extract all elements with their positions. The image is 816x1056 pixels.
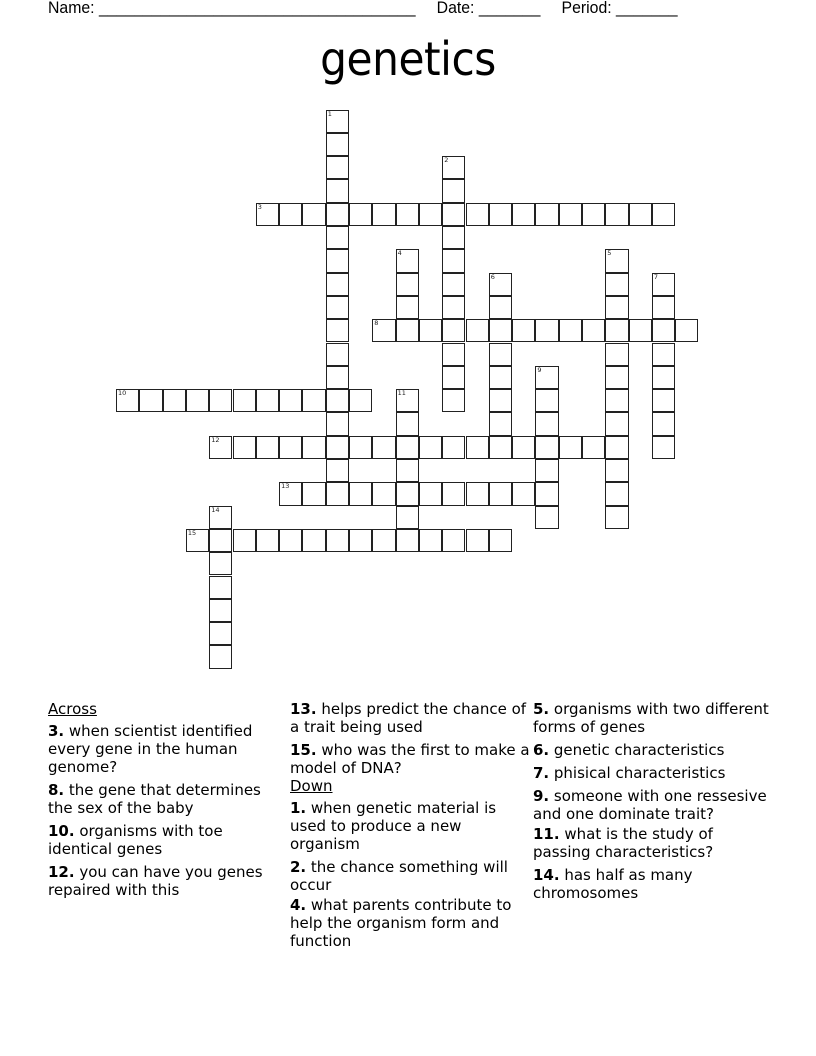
clue-text: has half as many chromosomes <box>533 866 693 902</box>
grid-cell[interactable] <box>326 459 349 482</box>
grid-cell[interactable] <box>652 343 675 366</box>
grid-cell[interactable] <box>489 436 512 459</box>
clue-number: 10. <box>48 822 75 840</box>
clue-text: when genetic material is used to produce a new organism <box>290 799 497 853</box>
clue-down-7 <box>533 764 773 782</box>
grid-cell[interactable] <box>419 529 442 552</box>
cell-number: 15 <box>187 528 197 537</box>
grid-cell[interactable] <box>326 529 349 552</box>
grid-cell[interactable] <box>396 273 419 296</box>
grid-cell[interactable] <box>209 389 232 412</box>
grid-cell[interactable] <box>652 273 675 296</box>
clue-down-4 <box>290 896 530 950</box>
grid-cell[interactable] <box>396 319 419 342</box>
grid-cell[interactable] <box>419 319 442 342</box>
grid-cell[interactable] <box>396 436 419 459</box>
grid-cell[interactable] <box>326 412 349 435</box>
grid-cell[interactable] <box>209 576 232 599</box>
grid-cell[interactable] <box>396 482 419 505</box>
grid-cell[interactable] <box>372 436 395 459</box>
clue-number: 3. <box>48 722 65 740</box>
grid-cell[interactable] <box>349 436 372 459</box>
grid-cell[interactable] <box>582 319 605 342</box>
clue-text: the gene that determines the sex of the baby <box>48 781 261 817</box>
cell-number: 5 <box>607 249 612 258</box>
clue-number: 11. <box>533 825 560 843</box>
grid-cell[interactable] <box>442 366 465 389</box>
across-heading: Across <box>48 700 97 718</box>
grid-cell[interactable] <box>163 389 186 412</box>
grid-cell[interactable] <box>605 249 628 272</box>
worksheet-header <box>48 0 681 18</box>
grid-cell[interactable] <box>652 296 675 319</box>
clue-text: when scientist identified every gene in the human genome? <box>48 722 253 776</box>
grid-cell[interactable] <box>209 622 232 645</box>
grid-cell[interactable] <box>535 319 558 342</box>
clue-text: what parents contribute to help the organism form and function <box>290 896 512 950</box>
grid-cell[interactable] <box>326 482 349 505</box>
grid-cell[interactable] <box>535 482 558 505</box>
grid-cell[interactable] <box>652 203 675 226</box>
clue-down-14 <box>533 866 773 902</box>
grid-cell[interactable] <box>139 389 162 412</box>
cell-number: 14 <box>211 505 220 514</box>
grid-cell[interactable] <box>442 203 465 226</box>
grid-cell[interactable] <box>279 203 302 226</box>
grid-cell[interactable] <box>256 436 279 459</box>
grid-cell[interactable] <box>629 319 652 342</box>
grid-cell[interactable] <box>209 552 232 575</box>
grid-cell[interactable] <box>233 436 256 459</box>
clue-across-10 <box>48 822 284 858</box>
grid-cell[interactable] <box>652 319 675 342</box>
grid-cell[interactable] <box>396 249 419 272</box>
cell-number: 1 <box>327 109 332 118</box>
grid-cell[interactable] <box>302 529 325 552</box>
clue-down-5 <box>533 700 773 736</box>
cell-number: 6 <box>490 272 495 281</box>
clue-text: who was the first to make a model of DNA? <box>290 741 530 777</box>
cell-number: 4 <box>397 249 402 258</box>
grid-cell[interactable] <box>396 459 419 482</box>
grid-cell[interactable] <box>442 156 465 179</box>
cell-number: 13 <box>281 482 290 491</box>
grid-cell[interactable] <box>372 529 395 552</box>
grid-cell[interactable] <box>652 436 675 459</box>
grid-cell[interactable] <box>256 389 279 412</box>
grid-cell[interactable] <box>512 203 535 226</box>
grid-cell[interactable] <box>605 506 628 529</box>
clues-column-1 <box>48 700 284 904</box>
grid-cell[interactable] <box>349 482 372 505</box>
grid-cell[interactable] <box>605 296 628 319</box>
clues-column-3 <box>533 700 773 907</box>
grid-cell[interactable] <box>652 366 675 389</box>
clue-down-1 <box>290 799 530 853</box>
grid-cell[interactable] <box>535 436 558 459</box>
grid-cell[interactable] <box>372 482 395 505</box>
grid-cell[interactable] <box>396 296 419 319</box>
grid-cell[interactable] <box>489 412 512 435</box>
grid-cell[interactable] <box>419 482 442 505</box>
grid-cell[interactable] <box>396 506 419 529</box>
clue-text: phisical characteristics <box>549 764 726 782</box>
cell-number: 11 <box>397 389 406 398</box>
grid-cell[interactable] <box>605 273 628 296</box>
clues-column-2 <box>290 700 530 955</box>
grid-cell[interactable] <box>489 482 512 505</box>
grid-cell[interactable] <box>419 203 442 226</box>
clue-across-13 <box>290 700 530 736</box>
clue-across-8 <box>48 781 284 817</box>
cell-number: 2 <box>444 156 449 165</box>
grid-cell[interactable] <box>512 436 535 459</box>
grid-cell[interactable] <box>233 529 256 552</box>
clue-across-15 <box>290 741 530 777</box>
grid-cell[interactable] <box>349 389 372 412</box>
grid-cell[interactable] <box>186 529 209 552</box>
grid-cell[interactable] <box>326 156 349 179</box>
cell-number: 12 <box>211 435 220 444</box>
grid-cell[interactable] <box>279 482 302 505</box>
grid-cell[interactable] <box>302 482 325 505</box>
grid-cell[interactable] <box>535 412 558 435</box>
grid-cell[interactable] <box>489 319 512 342</box>
clue-across-3 <box>48 722 284 776</box>
grid-cell[interactable] <box>605 366 628 389</box>
clue-number: 6. <box>533 741 550 759</box>
grid-cell[interactable] <box>186 389 209 412</box>
grid-cell[interactable] <box>605 319 628 342</box>
grid-cell[interactable] <box>605 389 628 412</box>
grid-cell[interactable] <box>442 482 465 505</box>
grid-cell[interactable] <box>279 389 302 412</box>
grid-cell[interactable] <box>582 436 605 459</box>
grid-cell[interactable] <box>489 273 512 296</box>
grid-cell[interactable] <box>489 296 512 319</box>
grid-cell[interactable] <box>302 389 325 412</box>
date-field[interactable]: Date: _______ <box>436 0 541 17</box>
clue-text: the chance something will occur <box>290 858 508 894</box>
clue-text: genetic characteristics <box>549 741 725 759</box>
grid-cell[interactable] <box>442 179 465 202</box>
clue-text: what is the study of passing characteristics? <box>533 825 714 861</box>
page-title: genetics <box>320 32 496 86</box>
grid-cell[interactable] <box>326 226 349 249</box>
grid-cell[interactable] <box>326 273 349 296</box>
clue-number: 13. <box>290 700 317 718</box>
grid-cell[interactable] <box>559 319 582 342</box>
grid-cell[interactable] <box>442 529 465 552</box>
grid-cell[interactable] <box>442 226 465 249</box>
grid-cell[interactable] <box>442 296 465 319</box>
grid-cell[interactable] <box>535 366 558 389</box>
grid-cell[interactable] <box>396 389 419 412</box>
grid-cell[interactable] <box>372 319 395 342</box>
cell-number: 3 <box>257 202 262 211</box>
grid-cell[interactable] <box>349 529 372 552</box>
cell-number: 7 <box>653 272 659 281</box>
grid-cell[interactable] <box>256 203 279 226</box>
clue-number: 1. <box>290 799 307 817</box>
clue-text: you can have you genes repaired with this <box>48 863 263 899</box>
grid-cell[interactable] <box>466 482 489 505</box>
grid-cell[interactable] <box>489 389 512 412</box>
name-field[interactable]: Name: ____________________________________ <box>48 0 416 17</box>
grid-cell[interactable] <box>605 203 628 226</box>
grid-cell[interactable] <box>326 179 349 202</box>
grid-cell[interactable] <box>326 319 349 342</box>
grid-cell[interactable] <box>209 436 232 459</box>
grid-cell[interactable] <box>209 506 232 529</box>
grid-cell[interactable] <box>302 436 325 459</box>
cell-number: 10 <box>118 389 127 398</box>
cell-number: 9 <box>537 365 542 374</box>
grid-cell[interactable] <box>605 343 628 366</box>
grid-cell[interactable] <box>349 203 372 226</box>
grid-cell[interactable] <box>559 436 582 459</box>
grid-cell[interactable] <box>442 389 465 412</box>
grid-cell[interactable] <box>326 436 349 459</box>
grid-cell[interactable] <box>209 529 232 552</box>
grid-cell[interactable] <box>652 389 675 412</box>
clue-text: someone with one ressesive and one dominate trait? <box>533 787 767 823</box>
grid-cell[interactable] <box>326 296 349 319</box>
grid-cell[interactable] <box>442 273 465 296</box>
clue-number: 4. <box>290 896 307 914</box>
grid-cell[interactable] <box>489 366 512 389</box>
grid-cell[interactable] <box>442 343 465 366</box>
grid-cell[interactable] <box>372 203 395 226</box>
clue-number: 15. <box>290 741 317 759</box>
grid-cell[interactable] <box>116 389 139 412</box>
grid-cell[interactable] <box>582 203 605 226</box>
grid-cell[interactable] <box>442 249 465 272</box>
grid-cell[interactable] <box>279 436 302 459</box>
grid-cell[interactable] <box>233 389 256 412</box>
clue-across-12 <box>48 863 284 899</box>
clue-number: 7. <box>533 764 550 782</box>
grid-cell[interactable] <box>605 436 628 459</box>
grid-cell[interactable] <box>535 389 558 412</box>
grid-cell[interactable] <box>209 645 232 668</box>
grid-cell[interactable] <box>326 343 349 366</box>
grid-cell[interactable] <box>256 529 279 552</box>
clue-text: helps predict the chance of a trait being used <box>290 700 527 736</box>
grid-cell[interactable] <box>326 203 349 226</box>
grid-cell[interactable] <box>512 482 535 505</box>
grid-cell[interactable] <box>535 459 558 482</box>
grid-cell[interactable] <box>419 436 442 459</box>
clue-down-11 <box>533 825 773 861</box>
grid-cell[interactable] <box>652 412 675 435</box>
grid-cell[interactable] <box>396 203 419 226</box>
grid-cell[interactable] <box>326 366 349 389</box>
grid-cell[interactable] <box>629 203 652 226</box>
clue-text: organisms with two different forms of genes <box>533 700 769 736</box>
grid-cell[interactable] <box>326 110 349 133</box>
grid-cell[interactable] <box>302 203 325 226</box>
grid-cell[interactable] <box>489 203 512 226</box>
grid-cell[interactable] <box>396 412 419 435</box>
clue-text: organisms with toe identical genes <box>48 822 223 858</box>
down-heading: Down <box>290 777 333 795</box>
grid-cell[interactable] <box>489 343 512 366</box>
grid-cell[interactable] <box>279 529 302 552</box>
grid-cell[interactable] <box>605 482 628 505</box>
grid-cell[interactable] <box>605 412 628 435</box>
clue-down-9 <box>533 787 773 823</box>
clue-number: 5. <box>533 700 550 718</box>
grid-cell[interactable] <box>326 389 349 412</box>
grid-cell[interactable] <box>326 249 349 272</box>
grid-cell[interactable] <box>209 599 232 622</box>
grid-cell[interactable] <box>466 436 489 459</box>
period-field[interactable]: Period: _______ <box>561 0 678 17</box>
clue-number: 2. <box>290 858 307 876</box>
grid-cell[interactable] <box>466 529 489 552</box>
cell-number: 8 <box>374 319 379 328</box>
clue-number: 9. <box>533 787 550 805</box>
grid-cell[interactable] <box>605 459 628 482</box>
clue-number: 12. <box>48 863 75 881</box>
grid-cell[interactable] <box>535 203 558 226</box>
clue-down-6 <box>533 741 773 759</box>
grid-cell[interactable] <box>559 203 582 226</box>
grid-cell[interactable] <box>442 319 465 342</box>
grid-cell[interactable] <box>489 529 512 552</box>
grid-cell[interactable] <box>466 319 489 342</box>
clue-number: 14. <box>533 866 560 884</box>
grid-cell[interactable] <box>442 436 465 459</box>
grid-cell[interactable] <box>326 133 349 156</box>
grid-cell[interactable] <box>512 319 535 342</box>
clue-down-2 <box>290 858 530 894</box>
grid-cell[interactable] <box>466 203 489 226</box>
clue-number: 8. <box>48 781 65 799</box>
grid-cell[interactable] <box>396 529 419 552</box>
grid-cell[interactable] <box>675 319 698 342</box>
grid-cell[interactable] <box>535 506 558 529</box>
